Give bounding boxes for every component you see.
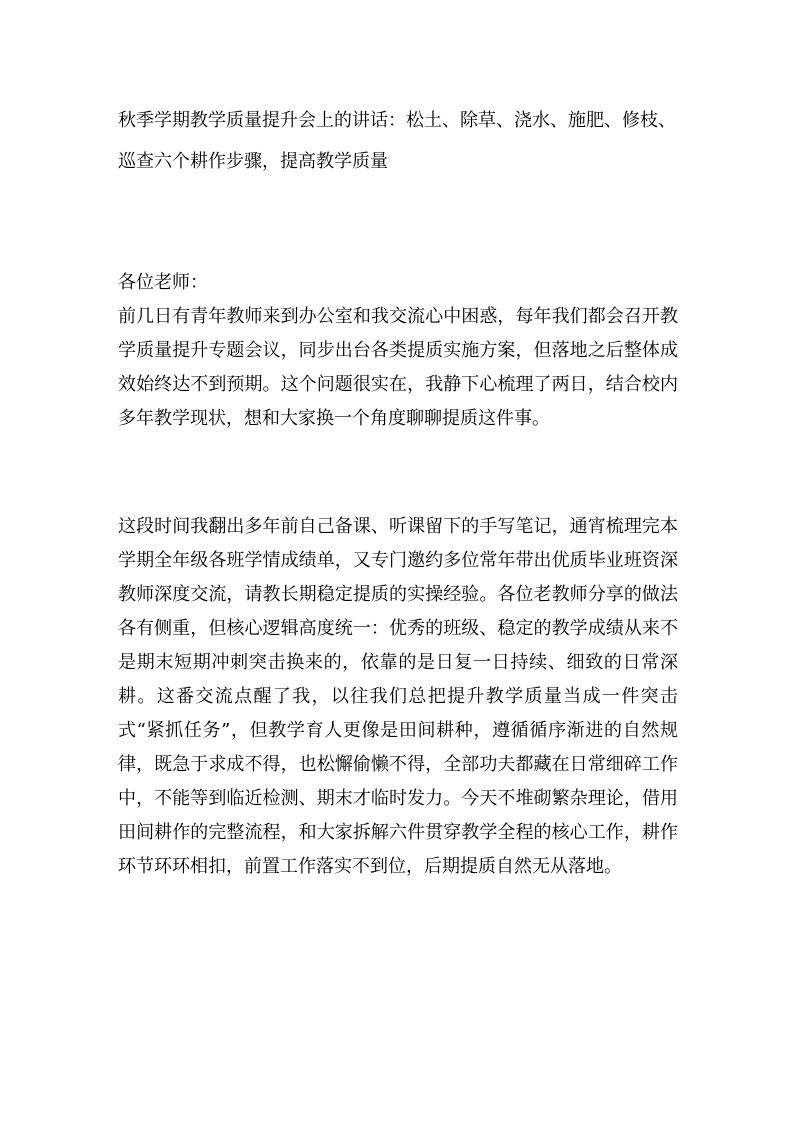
paragraph-1: 前几日有青年教师来到办公室和我交流心中困惑，每年我们都会召开教学质量提升专题会议，同步出台各类提质实施方案，但落地之后整体成效始终达不到预期。这个问题很实在，我静下心梳理了两日，结合校内多年教学现状，想和大家换一个角度聊聊提质这件事。 [118,306,678,429]
paragraph-2: 这段时间我翻出多年前自己备课、听课留下的手写笔记，通宵梳理完本学期全年级各班学情成绩单，又专门邀约多位常年带出优质毕业班资深教师深度交流，请教长期稳定提质的实操经验。各位老教师分享的做法各有侧重，但核心逻辑高度统一：优秀的班级、稳定的教学成绩从来不是期末短期冲刺突击换来的，依靠的是日复一日持续、细致的日常深耕。这番交流点醒了我，以往我们总把提升教学质量当成一件突击式“紧抓任务”，但教学育人更像是田间耕种，遵循循序渐进的自然规律，既急于求成不得，也松懈偷懒不得，全部功夫都藏在日常细碎工作中，不能等到临近检测、期末才临时发力。今天不堆砌繁杂理论，借用田间耕作的完整流程，和大家拆解六件贯穿教学全程的核心工作，耕作环节环环相扣，前置工作落实不到位，后期提质自然无从落地。 [118,516,678,877]
document-title: 秋季学期教学质量提升会上的讲话：松土、除草、浇水、施肥、修枝、巡查六个耕作步骤，提高教学质量 [118,110,676,172]
salutation: 各位老师： [118,272,208,293]
